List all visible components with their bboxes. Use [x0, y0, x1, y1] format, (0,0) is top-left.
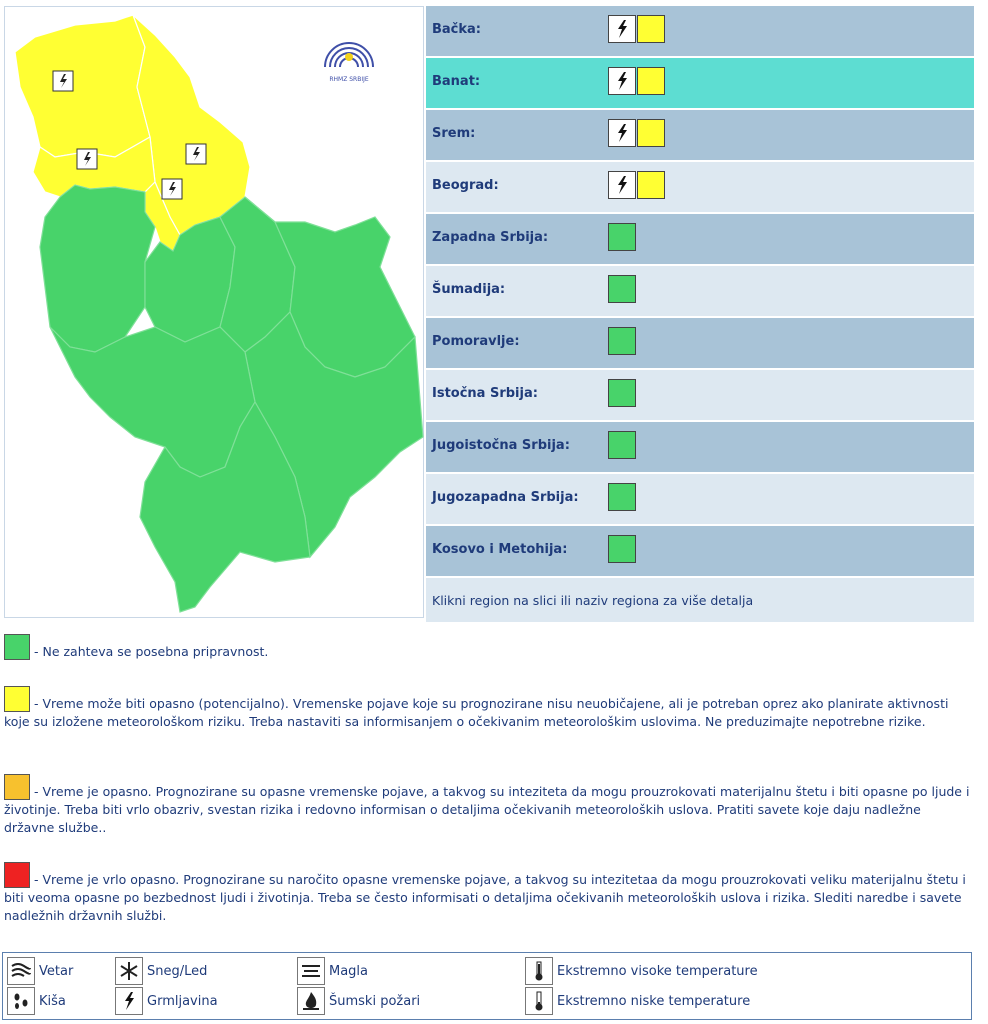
legend-text: - Vreme je opasno. Prognozirane su opasne vremenske pojave, a takvog su inteziteta da mogu prouzrokovati materijalnu štetu i biti opasne po ljude i životinje. Treba biti vrlo obazriv, svestan rizika i redovno informisan o detaljima očekivanih meteoroloških uslova. Pratiti savete koje daju nadležne državne službe.. — [4, 784, 970, 835]
map-region-backa[interactable] — [15, 15, 150, 157]
map-storm-marker-backa — [53, 71, 73, 91]
rhmz-logo — [317, 23, 381, 87]
warning-level-swatch — [608, 223, 636, 251]
legend-text: - Ne zahteva se posebna pripravnost. — [34, 644, 269, 659]
lightning-icon — [115, 987, 143, 1015]
phenomenon-lightning — [115, 987, 218, 1015]
region-name-link[interactable]: Bačka: — [432, 22, 482, 37]
phenomenon-label: Ekstremno visoke temperature — [557, 963, 758, 979]
region-row[interactable] — [426, 370, 974, 420]
phenomenon-forest-fire — [297, 987, 420, 1015]
legend-item-orange — [4, 774, 972, 837]
region-list — [426, 6, 974, 622]
serbia-map[interactable] — [5, 7, 425, 619]
region-name-link[interactable]: Jugozapadna Srbija: — [432, 490, 579, 505]
lightning-icon — [608, 119, 636, 147]
fog-icon — [297, 957, 325, 985]
region-name-link[interactable]: Pomoravlje: — [432, 334, 520, 349]
map-region-zapadna-srbija[interactable] — [40, 185, 155, 352]
region-warning-icons — [608, 275, 636, 303]
warning-map[interactable] — [4, 6, 424, 618]
warning-level-swatch — [608, 431, 636, 459]
region-name-link[interactable]: Istočna Srbija: — [432, 386, 538, 401]
region-row[interactable] — [426, 318, 974, 368]
wind-icon — [7, 957, 35, 985]
phenomenon-rain — [7, 987, 66, 1015]
lightning-icon — [608, 171, 636, 199]
phenomenon-label: Ekstremno niske temperature — [557, 993, 751, 1009]
legend-text: - Vreme je vrlo opasno. Prognozirane su naročito opasne vremenske pojave, a takvog su intezitetaa da mogu prouzrokovati veliku materijalnu štetu i biti veoma opasne po bezbednost ljudi i životinja. Treba se često informisati o detaljima očekivanih meteoroloških uslova i rizika. Slediti naredbe i savete nadležnih državnih službi. — [4, 872, 966, 923]
phenomenon-label: Šumski požari — [329, 993, 421, 1009]
region-warning-icons — [608, 535, 636, 563]
warning-level-swatch — [608, 483, 636, 511]
legend-swatch — [4, 774, 30, 800]
region-row[interactable] — [426, 474, 974, 524]
phenomenon-fog — [297, 957, 368, 985]
region-warning-icons — [608, 223, 636, 251]
warning-level-swatch — [608, 275, 636, 303]
thermometer-high-icon — [525, 957, 553, 985]
legend-swatch — [4, 634, 30, 660]
rain-icon — [7, 987, 35, 1015]
legend-item-yellow — [4, 686, 972, 731]
region-row[interactable] — [426, 526, 974, 576]
region-row[interactable] — [426, 110, 974, 160]
map-storm-marker-srem — [77, 149, 97, 169]
region-name-link[interactable]: Šumadija: — [432, 282, 506, 297]
phenomenon-label: Magla — [329, 963, 369, 979]
region-warning-icons — [608, 171, 665, 199]
region-row[interactable] — [426, 58, 974, 108]
snowflake-icon — [115, 957, 143, 985]
map-storm-marker-banat — [186, 144, 206, 164]
thermometer-low-icon — [525, 987, 553, 1015]
phenomenon-label: Sneg/Led — [147, 963, 208, 979]
region-warning-icons — [608, 67, 665, 95]
region-name-link[interactable]: Srem: — [432, 126, 476, 141]
phenomenon-label: Grmljavina — [147, 993, 218, 1009]
phenomenon-label: Vetar — [39, 963, 74, 979]
warning-level-swatch — [637, 15, 665, 43]
phenomenon-label: Kiša — [39, 993, 66, 1009]
region-name-link[interactable]: Zapadna Srbija: — [432, 230, 549, 245]
region-warning-icons — [608, 15, 665, 43]
warning-level-swatch — [637, 67, 665, 95]
region-name-link[interactable]: Kosovo i Metohija: — [432, 542, 568, 557]
phenomenon-snowflake — [115, 957, 207, 985]
svg-text:RHMZ SRBIJE: RHMZ SRBIJE — [329, 76, 369, 83]
region-warning-icons — [608, 483, 636, 511]
map-region-jugozapadna-srbija[interactable] — [50, 327, 255, 477]
region-warning-icons — [608, 379, 636, 407]
region-row[interactable] — [426, 266, 974, 316]
region-name-link[interactable]: Jugoistočna Srbija: — [432, 438, 570, 453]
legend-item-green — [4, 634, 972, 661]
region-row[interactable] — [426, 214, 974, 264]
legend-swatch — [4, 686, 30, 712]
map-storm-marker-beograd — [162, 179, 182, 199]
warning-level-swatch — [608, 535, 636, 563]
warning-level-swatch — [608, 327, 636, 355]
hint-text: Klikni region na slici ili naziv regiona za više detalja — [432, 593, 754, 608]
warning-level-swatch — [637, 119, 665, 147]
region-warning-icons — [608, 327, 636, 355]
warning-level-swatch — [608, 379, 636, 407]
phenomenon-thermometer-high — [525, 957, 758, 985]
region-name-link[interactable]: Banat: — [432, 74, 481, 89]
region-warning-icons — [608, 119, 665, 147]
region-row[interactable] — [426, 6, 974, 56]
region-warning-icons — [608, 431, 636, 459]
legend-text: - Vreme može biti opasno (potencijalno). Vremenske pojave koje su prognozirane nisu neuobičajene, ali je potreban oprez ako planirate aktivnosti koje su izložene meteorološkom riziku. Treba nastaviti sa informisanjem o očekivanim meteorološkim uslovima. Ne preduzimajte nepotrebne rizike. — [4, 696, 949, 729]
forest-fire-icon — [297, 987, 325, 1015]
lightning-icon — [608, 15, 636, 43]
region-name-link[interactable]: Beograd: — [432, 178, 499, 193]
region-hint — [426, 578, 974, 622]
phenomena-legend — [2, 952, 972, 1020]
region-row[interactable] — [426, 162, 974, 212]
phenomenon-wind — [7, 957, 73, 985]
lightning-icon — [608, 67, 636, 95]
warning-level-swatch — [637, 171, 665, 199]
legend-item-red — [4, 862, 972, 925]
phenomenon-thermometer-low — [525, 987, 750, 1015]
legend-swatch — [4, 862, 30, 888]
region-row[interactable] — [426, 422, 974, 472]
